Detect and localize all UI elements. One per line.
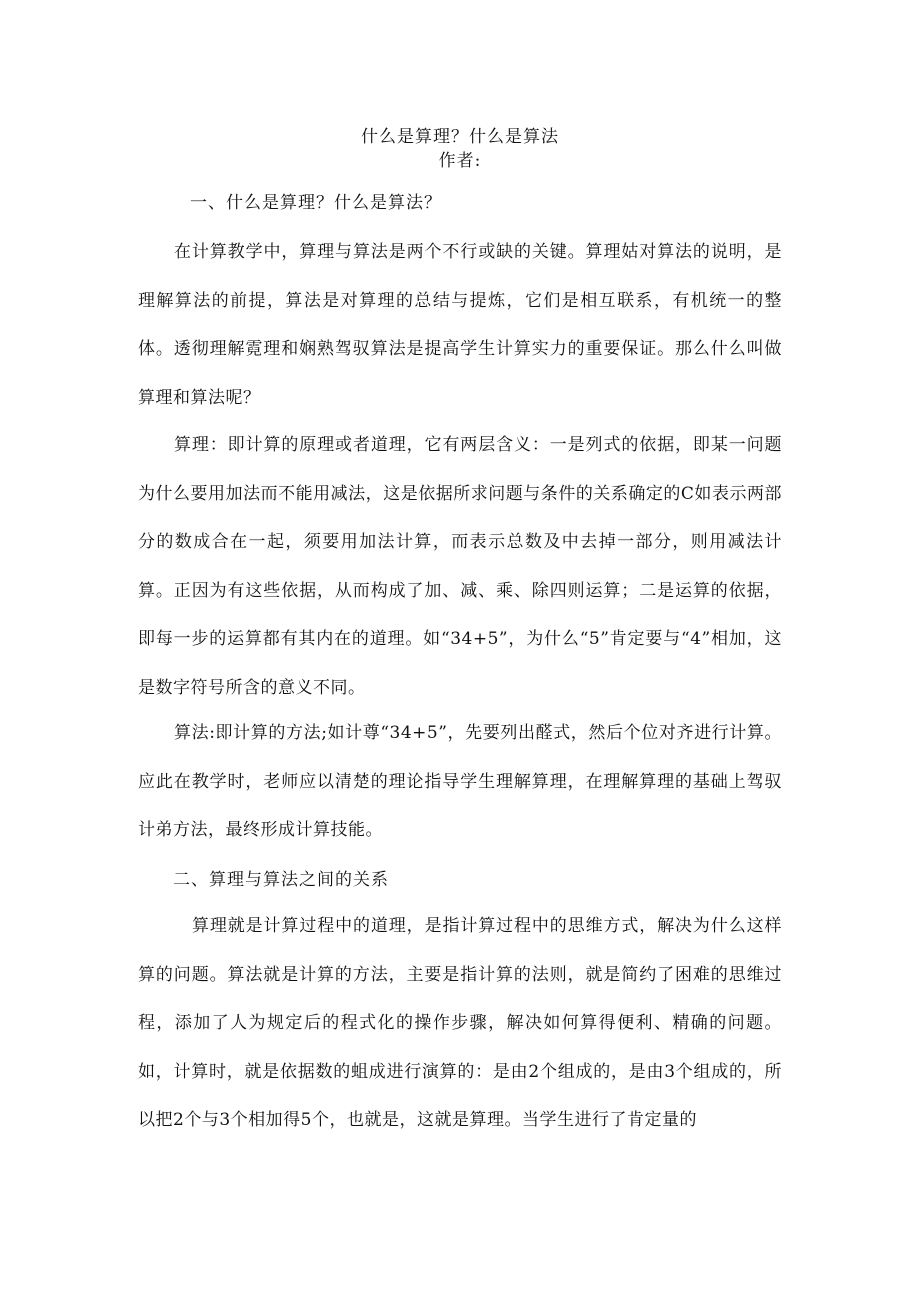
section-1-paragraph-2: 算理：即计算的原理或者道理，它有两层含义：一是列式的依据，即某一问题为什么要用加法而不能用减法，这是依据所求问题与条件的关系确定的C如表示两部分的数成合在一起，须要用加法计算，而表示总数及中去掉一部分，则用减法计算。正因为有这些依据，从而构成了加、减、乘、除四则运算；二是运算的依据，即每一步的运算都有其内在的道理。如“34+5”，为什么“5”肯定要与“4”相加，这是数字符号所含的意义不同。: [138, 435, 782, 698]
section-2-paragraph-1: 算理就是计算过程中的道理，是指计算过程中的思维方式，解决为什么这样算的问题。算法就是计算的方法，主要是指计算的法则，就是简约了困难的思维过程，添加了人为规定后的程式化的操作步骤，解决如何算得便利、精确的问题。如，计算时，就是依据数的蛆成进行演算的：是由2个组成的，是由3个组成的，所以把2个与3个相加得5个，也就是，这就是算理。当学生进行了肯定量的: [138, 916, 782, 1130]
section-1-paragraph-3: 算法:即计算的方法;如计尊“34+5”，先要列出醛式，然后个位对齐进行计算。应此在教学时，老师应以清楚的理论指导学生理解算理，在理解算理的基础上驾驭计弟方法，最终形成计算技能。: [138, 723, 782, 840]
section-1-paragraph-1: 在计算教学中，算理与算法是两个不行或缺的关键。算理姑对算法的说明，是理解算法的前提，算法是对算理的总结与提炼，它们是相互联系，有机统一的整体。透彻理解霓理和娴熟驾驭算法是提高学生计算实力的重要保证。那么什么叫做算理和算法呢？: [138, 242, 782, 408]
author-label: 作者:: [438, 151, 482, 171]
document-title: 什么是算理？什么是算法: [361, 127, 559, 147]
section-2-heading: 二、算理与算法之间的关系: [173, 870, 389, 890]
section-1-heading: 一、什么是算理？什么是算法？: [190, 193, 442, 213]
